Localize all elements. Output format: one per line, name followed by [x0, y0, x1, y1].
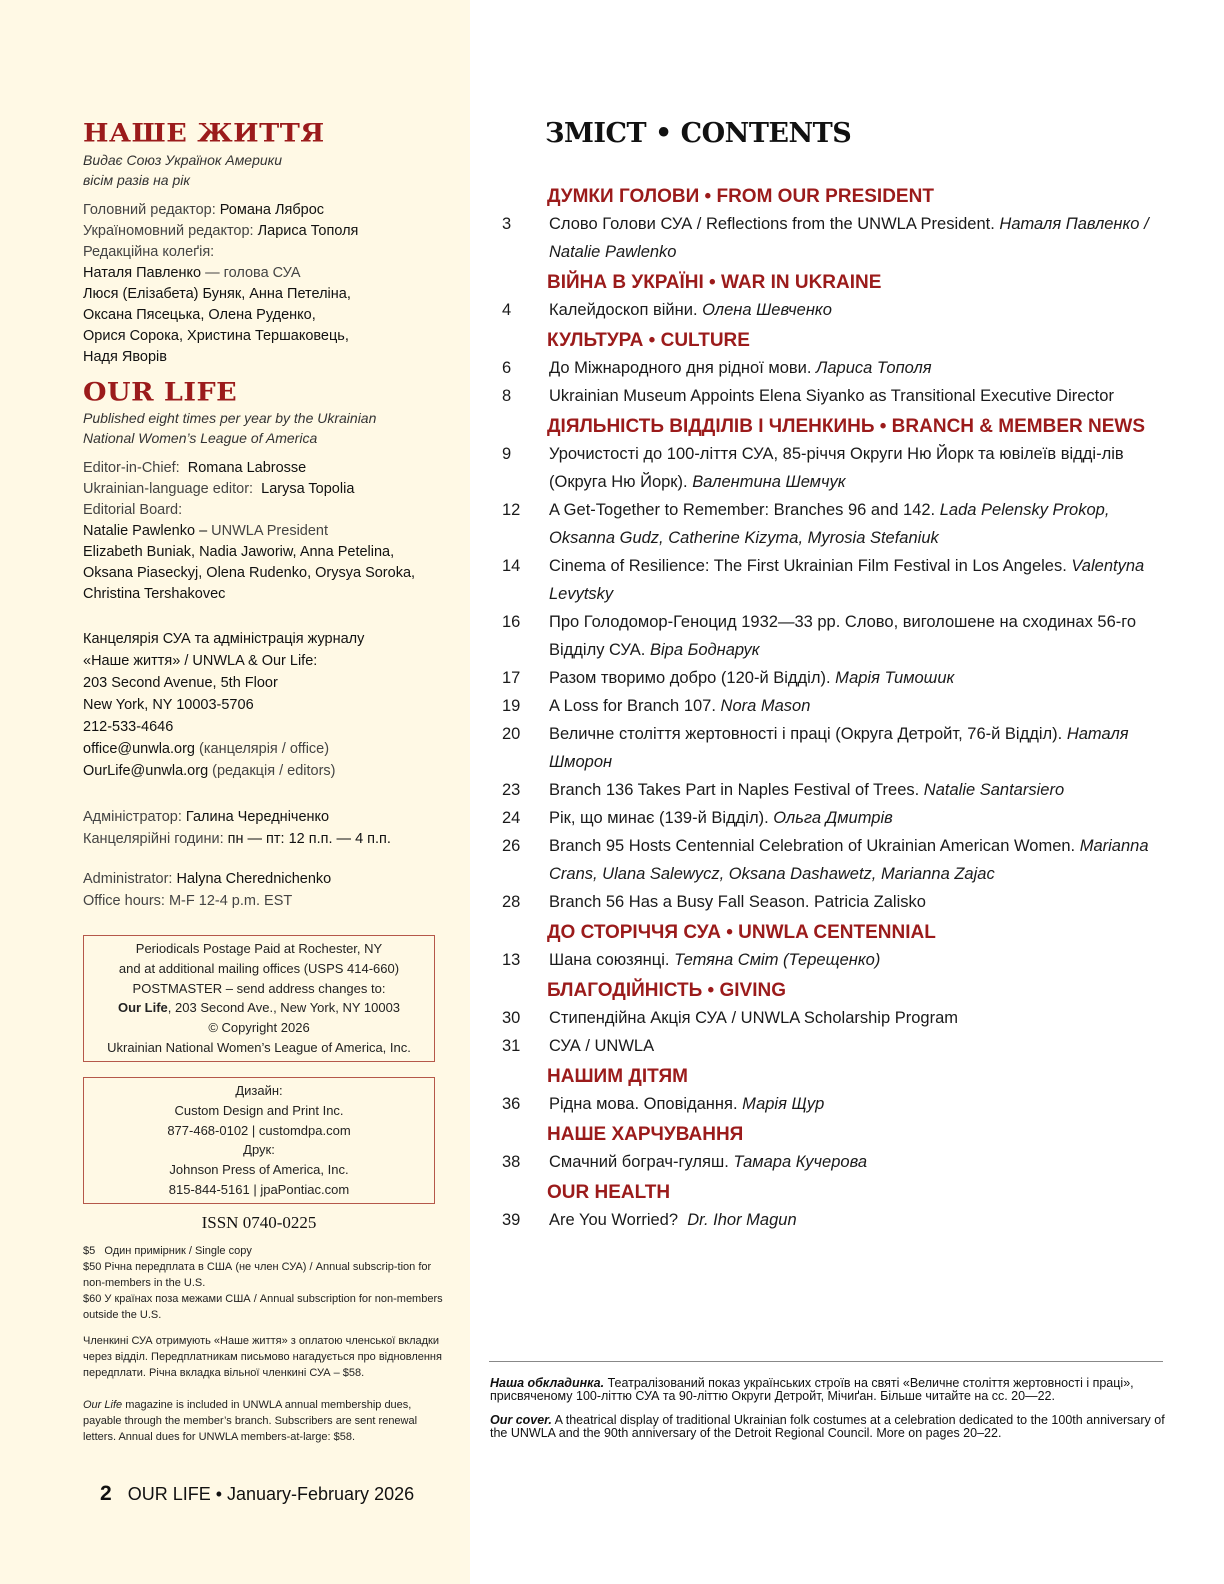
toc-entry[interactable] [500, 496, 1150, 552]
design-company: Custom Design and Print Inc. [174, 1102, 344, 1118]
board-line: Elizabeth Buniak, Nadia Jaworiw, Anna Petelina, [83, 544, 395, 560]
toc-entry[interactable] [500, 210, 1150, 266]
toc-entry-text [549, 1032, 1150, 1060]
toc-entry-author: Марія Щур [742, 1095, 825, 1113]
toc-entry-title: Величне століття жертовності і праці (Округа Детройт, 76-й Відділ). [549, 725, 1067, 743]
toc-entry-title: Урочистості до 100-ліття СУА, 85-річчя Округи Ню Йорк та ювілеїв відді-лів (Округа Ню Йорк). [549, 445, 1129, 491]
toc-entry[interactable] [500, 664, 1150, 692]
toc-page-number: 14 [502, 557, 521, 575]
toc-entry-title: Калейдоскоп війни. [549, 301, 703, 319]
toc-entry-title: Разом творимо добро (120-й Відділ). [549, 669, 836, 687]
price-desc: Один примірник / Single copy [95, 1245, 252, 1257]
page-number: 2 [100, 1482, 112, 1505]
toc-entry-author: Nora Mason [720, 697, 811, 715]
toc-section-heading: НАШЕ ХАРЧУВАННЯ [547, 1124, 744, 1145]
email-note: (редакція / editors) [208, 763, 336, 779]
toc-entry-text [549, 1090, 1150, 1118]
toc-entry-author: Тетяна Сміт (Терещенко) [674, 951, 881, 969]
toc-page-number: 4 [502, 301, 512, 319]
subtitle-line: Published eight times per year by the Ukrainian [83, 410, 377, 426]
toc-entry-text [549, 608, 1150, 664]
toc-section-heading: БЛАГОДІЙНІСТЬ • GIVING [547, 980, 786, 1001]
board-line: Oksana Piaseckyj, Olena Rudenko, Orysya Soroka, [83, 565, 416, 581]
toc-entry-text [549, 354, 1150, 382]
toc-entry[interactable] [500, 1206, 1150, 1234]
design-label: Дизайн: [235, 1083, 283, 1098]
toc-entry[interactable] [500, 1090, 1150, 1118]
toc-entry-text [549, 776, 1150, 804]
admin-name: Галина Чередніченко [185, 809, 330, 825]
board-head-name: Natalie Pawlenko – [83, 523, 212, 539]
admin-uk [83, 806, 391, 850]
office-address: 203 Second Avenue, 5th Floor [83, 675, 278, 691]
toc-entry-text [549, 296, 1150, 324]
postage-line: POSTMASTER – send address changes to: [132, 980, 386, 996]
cover-caption-uk [490, 1377, 1170, 1403]
toc-page-number: 39 [502, 1211, 521, 1229]
uk-editor-label: Ukrainian-language editor: [83, 481, 262, 497]
toc-page-number: 24 [502, 809, 521, 827]
masthead-subtitle-en [83, 408, 376, 448]
toc-section-heading: ВІЙНА В УКРАЇНІ • WAR IN UKRAINE [547, 272, 882, 293]
toc-section-heading: OUR HEALTH [547, 1182, 671, 1203]
toc-entry-title: Стипендійна Акція СУА / UNWLA Scholarship Program [549, 1009, 958, 1027]
subtitle-line: National Women’s League of America [83, 430, 318, 446]
toc-entry-author: Valentyna Levytsky [549, 557, 1145, 603]
toc-entry-title: Рік, що минає (139-й Відділ). [549, 809, 774, 827]
toc-entry-title: Cinema of Resilience: The First Ukrainian Film Festival in Los Angeles. [549, 557, 1072, 575]
price: $60 [83, 1293, 102, 1305]
admin-label: Administrator: [83, 871, 177, 887]
toc-entry-text [549, 664, 1150, 692]
toc-page-number: 13 [502, 951, 521, 969]
copyright: © Copyright 2026 [208, 1020, 310, 1036]
toc-entry-author: Лариса Тополя [816, 359, 932, 377]
price-desc: У країнах поза межами США / Annual subscription for non-members outside the U.S. [83, 1293, 443, 1321]
toc-entry[interactable] [500, 804, 1150, 832]
toc-entry[interactable] [500, 692, 1150, 720]
hours-value: пн — пт: 12 п.п. — 4 п.п. [227, 831, 391, 847]
toc-entry-text [549, 888, 1150, 916]
toc-section-heading: ДУМКИ ГОЛОВИ • FROM OUR PRESIDENT [547, 186, 934, 207]
subtitle-line: Видає Союз Українок Америки [83, 152, 283, 168]
masthead-title-uk: НАШЕ ЖИТТЯ [83, 118, 325, 149]
contents-title: ЗМІСТ • CONTENTS [545, 118, 852, 149]
toc-entry-text [549, 210, 1150, 266]
board-head-role: UNWLA President [211, 523, 329, 539]
office-contact [83, 628, 364, 782]
caption-label: Our cover. [490, 1413, 552, 1427]
toc-page-number: 23 [502, 781, 521, 799]
editor-label: Головний редактор: [83, 202, 220, 218]
toc-entry-text [549, 832, 1150, 888]
board-line: Надя Яворів [83, 349, 167, 365]
staff-list-uk [83, 200, 358, 368]
toc-entry[interactable] [500, 1032, 1150, 1060]
office-line: «Наше життя» / UNWLA & Our Life: [83, 653, 318, 669]
caption-label: Наша обкладинка. [490, 1376, 605, 1390]
toc-section-heading: НАШИМ ДІТЯМ [547, 1066, 688, 1087]
price: $50 [83, 1261, 102, 1273]
toc-page-number: 12 [502, 501, 521, 519]
divider [489, 1361, 1163, 1362]
toc-entry[interactable] [500, 888, 1150, 916]
toc-entry-author: Марія Тимошик [835, 669, 955, 687]
print-company: Johnson Press of America, Inc. [169, 1162, 349, 1178]
toc-entry-author: Marianna Crans, Ulana Salewycz, Oksana Dashawetz, Marianna Zajac [549, 837, 1149, 883]
uk-editor-name: Лариса Тополя [257, 223, 359, 239]
masthead-subtitle-uk [83, 150, 282, 190]
toc-entry-title: A Get-Together to Remember: Branches 96 and 142. [549, 501, 940, 519]
caption-text: Театралізований показ українських строїв на святі «Величне століття жертовності і праці», присвяченому 100-літтю СУА та 90-літтю Округи Детройт, Мічиґан. Більше читайте на сс. 20—22. [490, 1376, 1134, 1403]
toc-entry-title: Рідна мова. Оповідання. [549, 1095, 743, 1113]
toc-entry-author: Ольга Дмитрів [773, 809, 893, 827]
toc-entry-title: Ukrainian Museum Appoints Elena Siyanko as Transitional Executive Director [549, 387, 1114, 405]
toc-page-number: 38 [502, 1153, 521, 1171]
board-label: Editorial Board: [83, 502, 183, 518]
toc-entry-author: Олена Шевченко [702, 301, 832, 319]
toc-entry-text [549, 804, 1150, 832]
issn: ISSN 0740-0225 [201, 1213, 317, 1232]
price-desc: Річна передплата в США (не член СУА) / Annual subscrip-tion for non-members in the U.S. [83, 1261, 432, 1289]
board-head-role: — голова СУА [201, 265, 301, 281]
page-footer [100, 1482, 414, 1506]
office-hours: Office hours: M-F 12-4 p.m. EST [83, 893, 293, 909]
toc-entry-text [549, 1206, 1150, 1234]
toc-entry-title: Are You Worried? [549, 1211, 688, 1229]
toc-entry-text [549, 552, 1150, 608]
uk-editor-label: Україномовний редактор: [83, 223, 258, 239]
toc-entry[interactable] [500, 1004, 1150, 1032]
editors-email-link[interactable]: OurLife@unwla.org [83, 763, 209, 779]
toc-entry-title: A Loss for Branch 107. [549, 697, 721, 715]
hours-label: Канцелярійні години: [83, 831, 228, 847]
toc-entry-author: Валентина Шемчук [692, 473, 846, 491]
toc-page-number: 9 [502, 445, 512, 463]
print-label: Друк: [243, 1142, 275, 1158]
uk-editor-name: Larysa Topolia [261, 481, 355, 497]
postage-line: , 203 Second Ave., New York, NY 10003 [167, 1000, 401, 1016]
toc-entry-title: До Міжнародного дня рідної мови. [549, 359, 817, 377]
toc-entry[interactable] [500, 382, 1150, 410]
editor-name: Романа Ляброс [219, 202, 325, 218]
editor-name: Romana Labrosse [187, 460, 307, 476]
office-address: New York, NY 10003-5706 [83, 697, 254, 713]
toc-entry-text [549, 440, 1150, 496]
toc-entry-author: Тамара Кучерова [733, 1153, 868, 1171]
toc-entry-title: Branch 95 Hosts Centennial Celebration of Ukrainian American Women. [549, 837, 1080, 855]
toc-section-heading: ДІЯЛЬНІСТЬ ВІДДІЛІВ І ЧЛЕНКИНЬ • BRANCH & MEMBER NEWS [547, 416, 1146, 437]
toc-page-number: 30 [502, 1009, 521, 1027]
toc-page-number: 20 [502, 725, 521, 743]
postage-line: Periodicals Postage Paid at Rochester, NY [135, 941, 383, 956]
cover-caption-en [490, 1414, 1170, 1440]
toc-entry[interactable] [500, 946, 1150, 974]
toc-entry-text [549, 1148, 1150, 1176]
staff-list-en [83, 458, 415, 605]
toc-entry-author: Dr. Ihor Magun [687, 1211, 797, 1229]
toc-page-number: 8 [502, 387, 512, 405]
caption-text: A theatrical display of traditional Ukrainian folk costumes at a celebration dedicated to the 100th anniversary of the UNWLA and the 90th anniversary of the Detroit Regional Council. More on pages 20–22. [490, 1413, 1165, 1440]
toc-page-number: 17 [502, 669, 521, 687]
editor-label: Editor-in-Chief: [83, 460, 188, 476]
toc-entry-author: Наталя Шморон [549, 725, 1129, 771]
admin-name: Halyna Cherednichenko [176, 871, 332, 887]
toc-entry-author: Lada Pelensky Prokop, Oksanna Gudz, Catherine Kizyma, Myrosia Stefaniuk [549, 501, 1110, 547]
admin-label: Адміністратор: [83, 809, 186, 825]
toc-page-number: 16 [502, 613, 521, 631]
footer-text: OUR LIFE • January-February 2026 [127, 1484, 415, 1504]
toc-page-number: 3 [502, 215, 512, 233]
toc-entry-author: Наталя Павленко / Natalie Pawlenko [549, 215, 1149, 261]
toc-section-heading: КУЛЬТУРА • CULTURE [547, 330, 750, 351]
toc-entry-text [549, 382, 1150, 410]
toc-entry[interactable] [500, 832, 1150, 888]
toc-entry-title: Смачний бограч-гуляш. [549, 1153, 734, 1171]
postage-line: and at additional mailing offices (USPS 414-660) [118, 960, 400, 976]
toc-page-number: 6 [502, 359, 512, 377]
board-line: Люся (Елізабета) Буняк, Анна Петеліна, [83, 286, 351, 302]
toc-page-number: 36 [502, 1095, 521, 1113]
office-line: Канцелярія СУА та адміністрація журналу [83, 631, 365, 647]
membership-note-uk: Членкині СУА отримують «Наше життя» з оплатою членської вкладки через відділ. Передплатникам письмово нагадується про відновлення передплати. Річна вкладка вільної членкині СУА – $58. [83, 1335, 442, 1379]
toc-entry-title: Branch 136 Takes Part in Naples Festival of Trees. [549, 781, 924, 799]
board-line: Оксана Пясецька, Олена Руденко, [83, 307, 316, 323]
toc-page-number: 31 [502, 1037, 521, 1055]
toc-entry-title: Шана союзянці. [549, 951, 675, 969]
price: $5 [83, 1245, 96, 1257]
postage-line: Ukrainian National Women’s League of America, Inc. [107, 1039, 411, 1055]
admin-en [83, 868, 331, 912]
toc-entry-author: Natalie Santarsiero [923, 781, 1065, 799]
email-note: (канцелярія / office) [195, 741, 330, 757]
board-line: Christina Tershakovec [83, 586, 226, 602]
toc-entry[interactable] [500, 720, 1150, 776]
toc-entry[interactable] [500, 608, 1150, 664]
toc-entry-text [549, 496, 1150, 552]
board-head-name: Наталя Павленко [83, 265, 202, 281]
subtitle-line: вісім разів на рік [83, 172, 190, 188]
toc-entry[interactable] [500, 354, 1150, 382]
membership-text: magazine is included in UNWLA annual membership dues, payable through the member’s branch. Subscribers are sent renewal letters. Annual dues for UNWLA members-at-large: $58. [83, 1399, 418, 1443]
office-email-link[interactable]: office@unwla.org [83, 741, 195, 757]
toc-entry-text [549, 946, 1150, 974]
board-label: Редакційна колеґія: [83, 244, 215, 260]
toc-entry-title: Branch 56 Has a Busy Fall Season. Patricia Zalisko [549, 893, 926, 911]
toc-entry-title: Про Голодомор-Геноцид 1932—33 рр. Слово, виголошене на сходинах 56-го Відділу СУА. [549, 613, 1141, 659]
toc-entry[interactable] [500, 1148, 1150, 1176]
toc-entry-text [549, 720, 1150, 776]
magazine-name: Our Life [83, 1399, 123, 1411]
toc-entry-text [549, 1004, 1150, 1032]
toc-page-number: 19 [502, 697, 521, 715]
print-contact: 815-844-5161 | jpaPontiac.com [168, 1181, 350, 1197]
membership-note-en [83, 1397, 445, 1445]
table-of-contents [500, 180, 1150, 1234]
toc-section-heading: ДО СТОРІЧЧЯ СУА • UNWLA CENTENNIAL [547, 922, 936, 943]
toc-entry-author: Віра Боднарук [649, 641, 760, 659]
toc-entry-text [549, 692, 1150, 720]
postage-box [83, 935, 435, 1062]
toc-entry[interactable] [500, 552, 1150, 608]
design-print-box [83, 1077, 435, 1204]
toc-entry-title: Слово Голови СУА / Reflections from the UNWLA President. [549, 215, 1000, 233]
toc-entry[interactable] [500, 440, 1150, 496]
price-list [83, 1243, 445, 1323]
toc-entry-title: СУА / UNWLA [549, 1037, 655, 1055]
postage-line-bold: Our Life [117, 1000, 168, 1016]
toc-entry[interactable] [500, 776, 1150, 804]
board-line: Орися Сорока, Христина Тершаковець, [83, 328, 349, 344]
masthead-title-en: OUR LIFE [83, 377, 238, 408]
toc-page-number: 28 [502, 893, 521, 911]
toc-entry[interactable] [500, 296, 1150, 324]
toc-page-number: 26 [502, 837, 521, 855]
design-contact: 877-468-0102 | customdpa.com [167, 1122, 351, 1138]
office-phone: 212-533-4646 [83, 719, 174, 735]
